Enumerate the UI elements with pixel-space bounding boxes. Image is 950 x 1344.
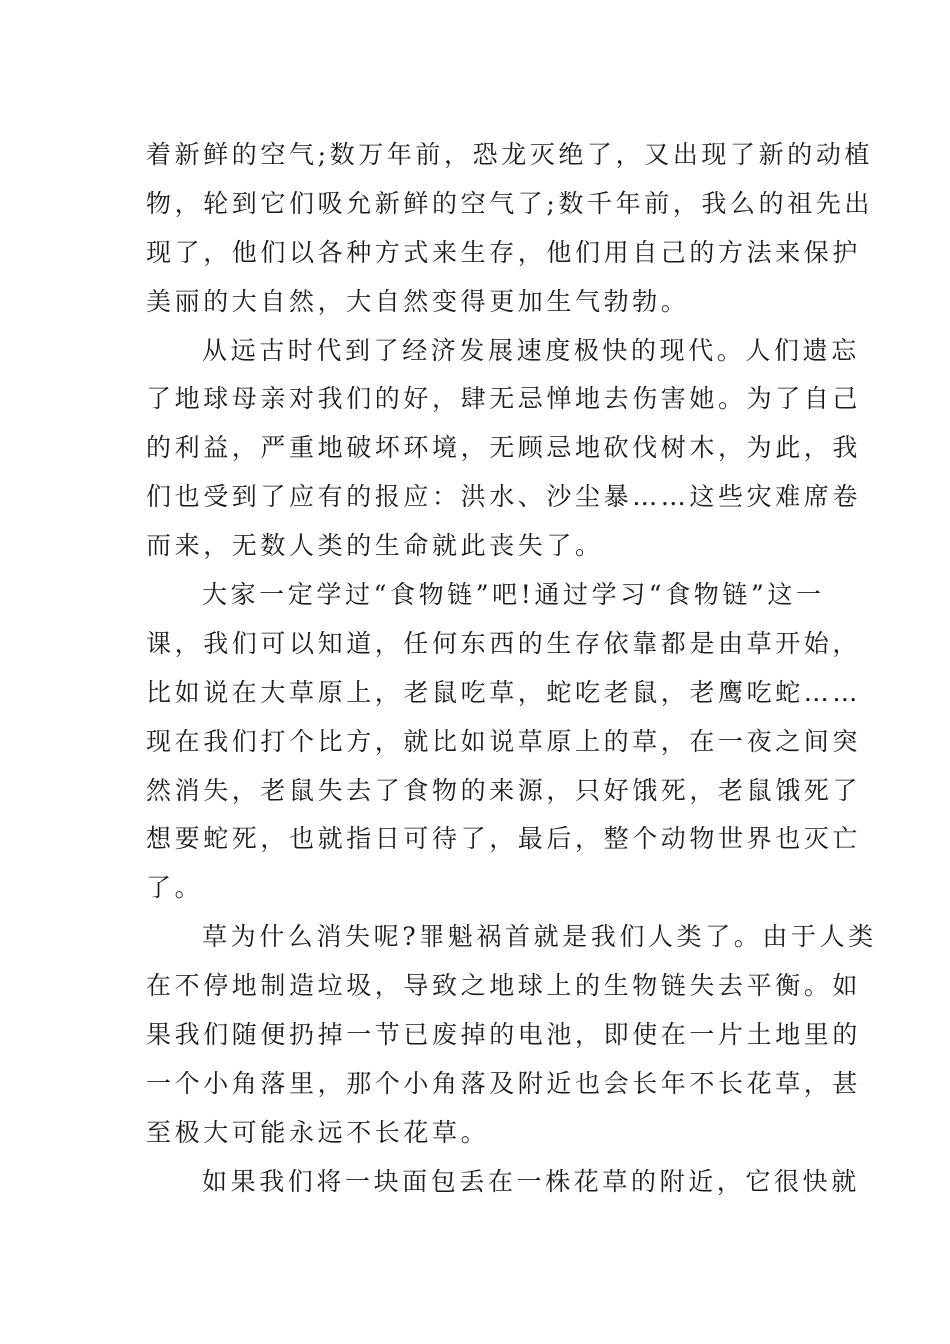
text-line: 想要蛇死，也就指日可待了，最后，整个动物世界也灭亡 (146, 824, 862, 854)
text-line: 至极大可能永远不长花草。 (146, 1117, 490, 1147)
text-line: 着新鲜的空气;数万年前，恐龙灭绝了，又出现了新的动植 (146, 140, 874, 169)
paragraph-first-line: 草为什么消失呢?罪魁祸首就是我们人类了。由于人类 (202, 922, 877, 952)
text-line: 现在我们打个比方，就比如说草原上的草，在一夜之间突 (146, 726, 862, 756)
text-line: 了。 (146, 873, 204, 903)
text-line: 美丽的大自然，大自然变得更加生气勃勃。 (146, 286, 690, 316)
text-line: 果我们随便扔掉一节已废掉的电池，即使在一片土地里的 (146, 1020, 862, 1050)
text-line: 一个小角落里，那个小角落及附近也会长年不长花草，甚 (146, 1068, 862, 1098)
text-line: 物，轮到它们吸允新鲜的空气了;数千年前，我么的祖先出 (146, 188, 874, 218)
text-line: 然消失，老鼠失去了食物的来源，只好饿死，老鼠饿死了 (146, 775, 862, 805)
paragraph-first-line: 如果我们将一块面包丢在一株花草的附近，它很快就 (202, 1166, 860, 1196)
text-line: 在不停地制造垃圾，导致之地球上的生物链失去平衡。如 (146, 971, 862, 1001)
text-line: 了地球母亲对我们的好，肆无忌惮地去伤害她。为了自己 (146, 384, 862, 414)
paragraph-first-line: 大家一定学过“食物链”吧!通过学习“食物链”这一 (202, 580, 825, 610)
text-line: 比如说在大草原上，老鼠吃草，蛇吃老鼠，老鹰吃蛇…… (146, 677, 862, 707)
text-line: 课，我们可以知道，任何东西的生存依靠都是由草开始， (146, 628, 862, 658)
text-line: 而来，无数人类的生命就此丧失了。 (146, 531, 604, 561)
paragraph-first-line: 从远古时代到了经济发展速度极快的现代。人们遗忘 (202, 335, 860, 365)
text-line: 现了，他们以各种方式来生存，他们用自己的方法来保护 (146, 237, 862, 267)
document-body (146, 131, 877, 1207)
text-line: 们也受到了应有的报应：洪水、沙尘暴……这些灾难席卷 (146, 482, 862, 512)
text-line: 的利益，严重地破坏环境，无顾忌地砍伐树木，为此，我 (146, 433, 862, 463)
